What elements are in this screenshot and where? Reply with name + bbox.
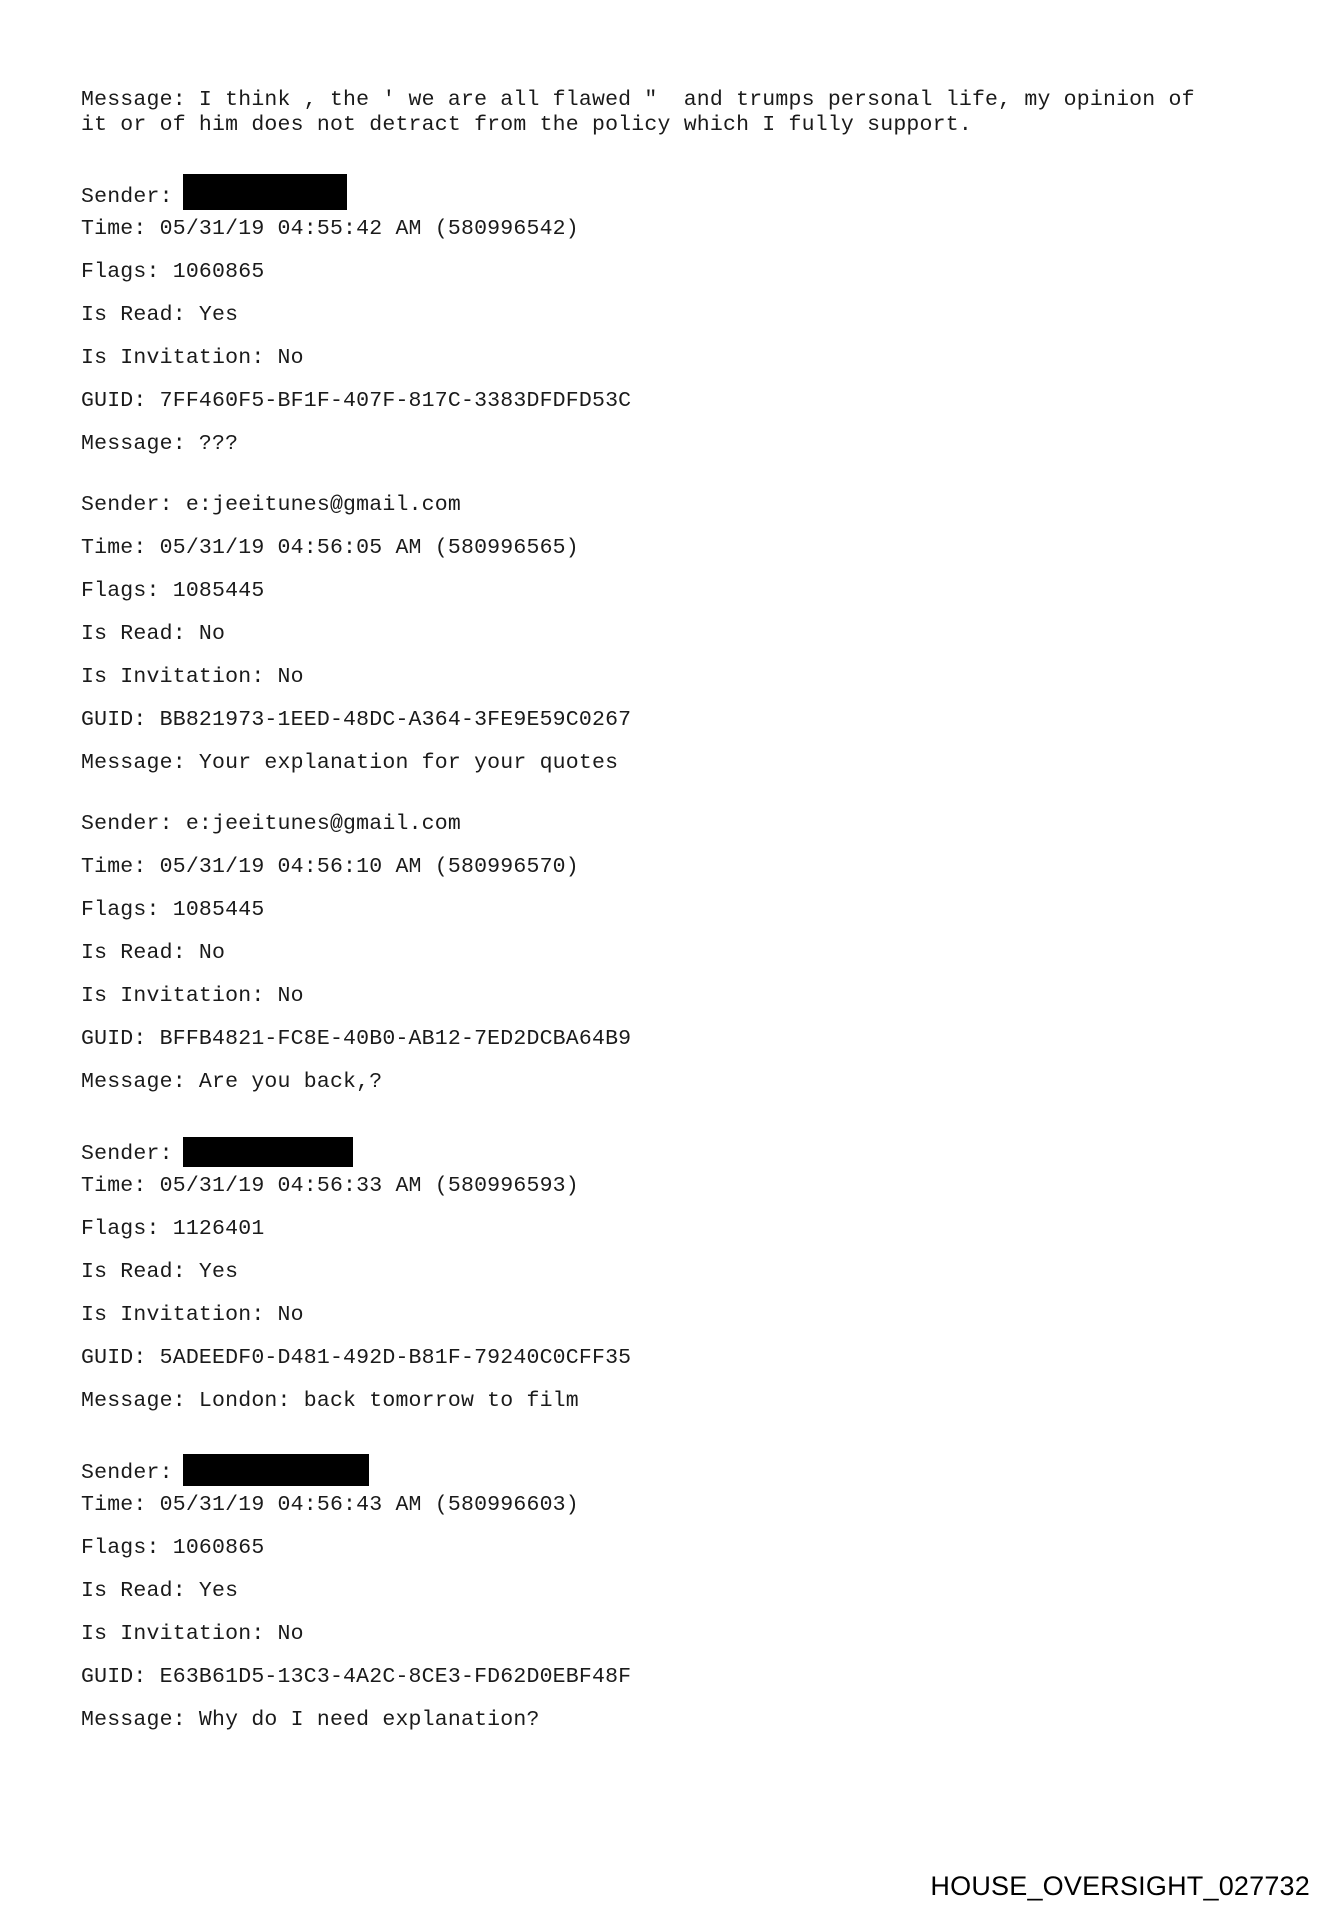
time-field: Time: 05/31/19 04:56:05 AM (580996565) [81, 536, 579, 560]
sender-label: Sender: [81, 812, 173, 836]
message-field: Message: Are you back,? [81, 1070, 383, 1094]
flags-field: Flags: 1060865 [81, 260, 265, 284]
sender-label: Sender: [81, 1142, 173, 1166]
intro-message: Message: I think , the ' we are all flawed " and trumps personal life, my opinion of it or of him does not detract from the policy which I fully support. [81, 88, 1195, 137]
time-field: Time: 05/31/19 04:56:43 AM (580996603) [81, 1493, 579, 1517]
is-read-field: Is Read: Yes [81, 303, 239, 327]
guid-field: GUID: E63B61D5-13C3-4A2C-8CE3-FD62D0EBF48F [81, 1665, 632, 1689]
sender-label: Sender: [81, 1461, 173, 1485]
document-id: HOUSE_OVERSIGHT_027732 [930, 1871, 1310, 1901]
is-read-field: Is Read: Yes [81, 1260, 239, 1284]
message-field: Message: London: back tomorrow to film [81, 1389, 579, 1413]
is-read-field: Is Read: Yes [81, 1579, 239, 1603]
is-read-field: Is Read: No [81, 622, 226, 646]
sender-label: Sender: [81, 185, 173, 209]
message-field: Message: ??? [81, 432, 239, 456]
guid-field: GUID: 5ADEEDF0-D481-492D-B81F-79240C0CFF35 [81, 1346, 632, 1370]
sender-line [81, 493, 1261, 518]
is-invitation-field: Is Invitation: No [81, 1303, 304, 1327]
time-field: Time: 05/31/19 04:56:33 AM (580996593) [81, 1174, 579, 1198]
redaction-block [183, 174, 347, 210]
redaction-block [183, 1137, 353, 1167]
sender-line [81, 174, 1261, 210]
flags-field: Flags: 1085445 [81, 579, 265, 603]
is-invitation-field: Is Invitation: No [81, 665, 304, 689]
sender-line [81, 1131, 1261, 1167]
message-log [81, 88, 1261, 1733]
is-invitation-field: Is Invitation: No [81, 1622, 304, 1646]
message-field: Message: Why do I need explanation? [81, 1708, 540, 1732]
redaction-block [183, 1454, 369, 1486]
message-record [81, 1131, 1261, 1414]
sender-line [81, 1450, 1261, 1486]
message-field: Message: Your explanation for your quotes [81, 751, 619, 775]
flags-field: Flags: 1126401 [81, 1217, 265, 1241]
sender-value: e:jeeitunes@gmail.com [185, 493, 461, 517]
time-field: Time: 05/31/19 04:55:42 AM (580996542) [81, 217, 579, 241]
message-record [81, 1450, 1261, 1733]
flags-field: Flags: 1060865 [81, 1536, 265, 1560]
sender-line [81, 812, 1261, 837]
message-record [81, 493, 1261, 776]
time-field: Time: 05/31/19 04:56:10 AM (580996570) [81, 855, 579, 879]
sender-value: e:jeeitunes@gmail.com [185, 812, 461, 836]
message-record [81, 174, 1261, 457]
flags-field: Flags: 1085445 [81, 898, 265, 922]
guid-field: GUID: 7FF460F5-BF1F-407F-817C-3383DFDFD53C [81, 389, 632, 413]
is-invitation-field: Is Invitation: No [81, 346, 304, 370]
is-invitation-field: Is Invitation: No [81, 984, 304, 1008]
sender-label: Sender: [81, 493, 173, 517]
guid-field: GUID: BB821973-1EED-48DC-A364-3FE9E59C0267 [81, 708, 632, 732]
message-record [81, 812, 1261, 1095]
guid-field: GUID: BFFB4821-FC8E-40B0-AB12-7ED2DCBA64B9 [81, 1027, 632, 1051]
is-read-field: Is Read: No [81, 941, 226, 965]
